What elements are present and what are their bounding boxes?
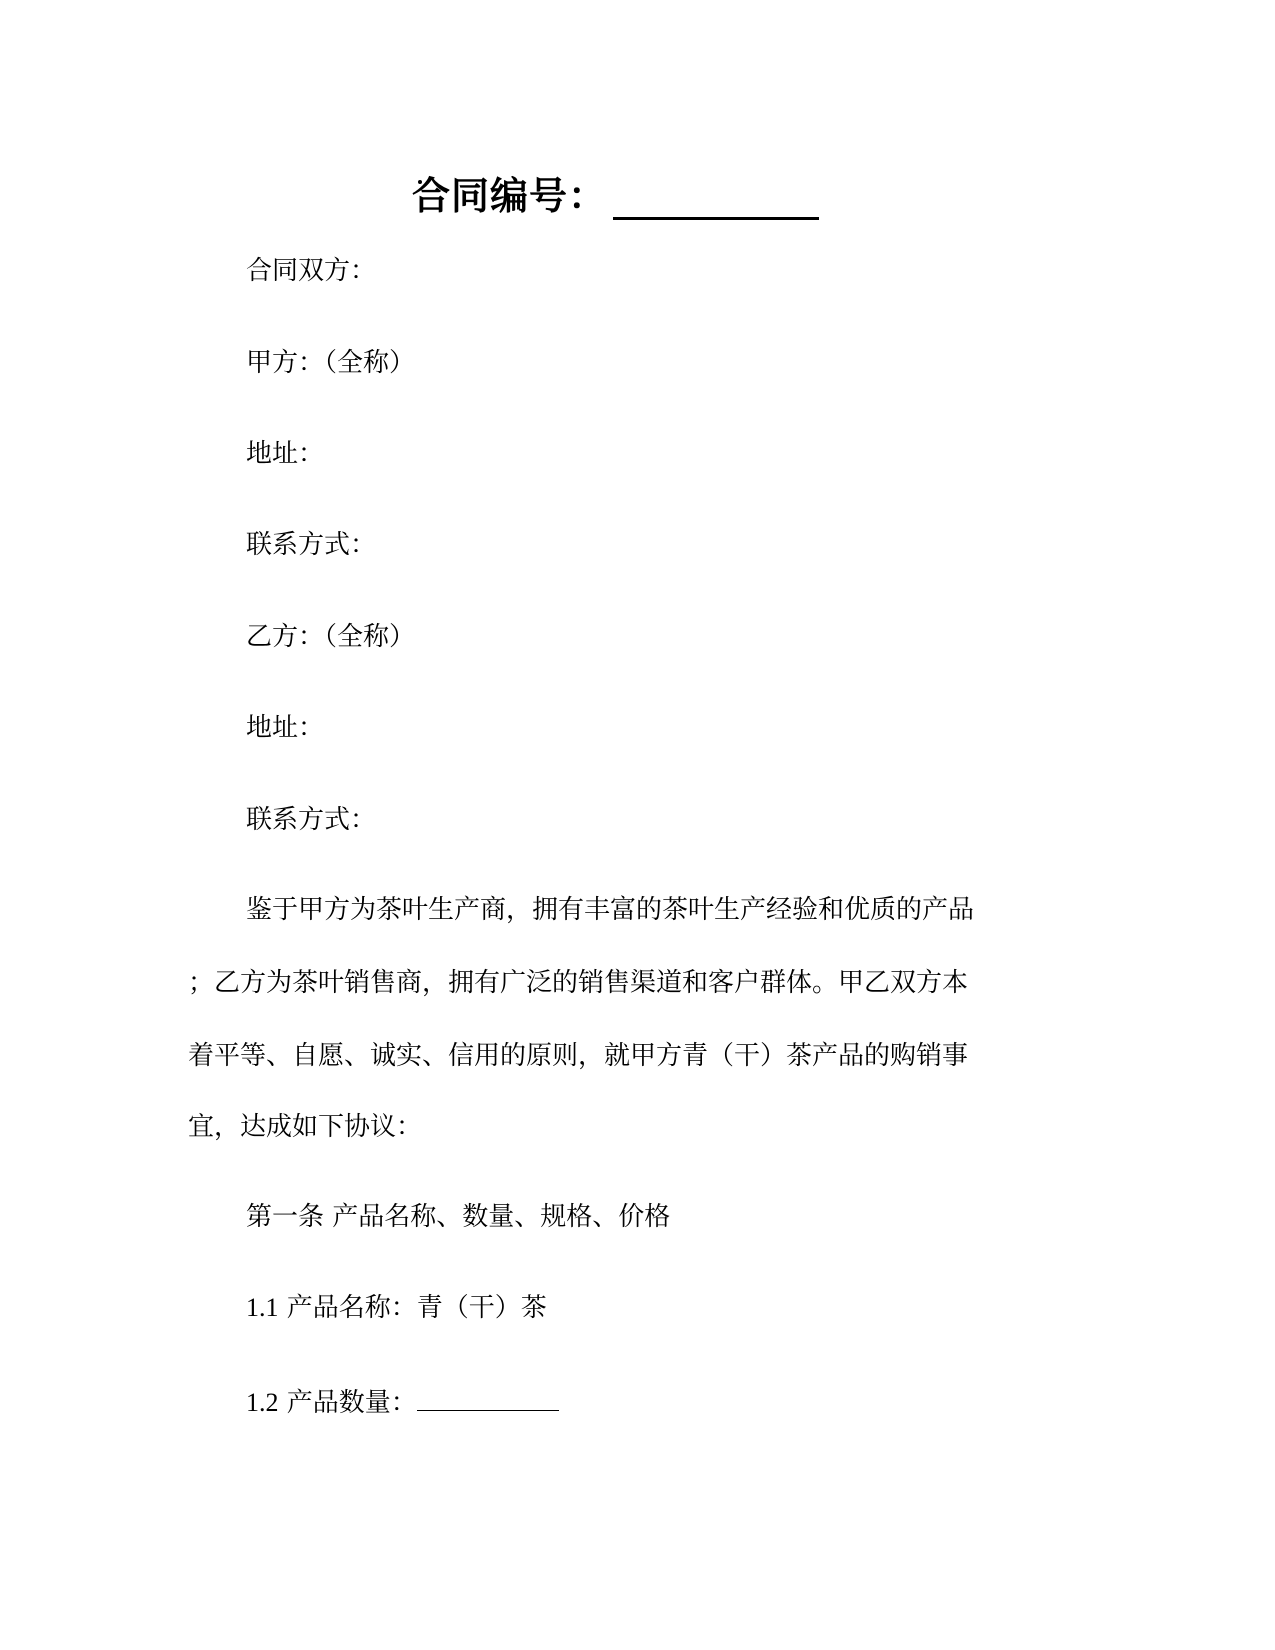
item-1-2 xyxy=(246,1382,559,1420)
party-a-name: 甲方：（全称） xyxy=(246,348,416,378)
contract-number-label: 合同编号： xyxy=(412,174,608,218)
preamble-line-3: 着平等、自愿、诚实、信用的原则，就甲方青（干）茶产品的购销事 xyxy=(188,1041,969,1071)
item-1-1-text: 产品名称：青（干）茶 xyxy=(286,1293,547,1323)
product-quantity-blank xyxy=(417,1382,559,1411)
article-1-heading: 第一条 产品名称、数量、规格、价格 xyxy=(246,1202,671,1232)
preamble-line-1: 鉴于甲方为茶叶生产商，拥有丰富的茶叶生产经验和优质的产品 xyxy=(246,895,975,925)
item-1-1-number: 1.1 xyxy=(246,1293,279,1322)
party-a-contact: 联系方式： xyxy=(246,530,377,560)
party-b-address: 地址： xyxy=(246,713,325,743)
item-1-1 xyxy=(246,1291,547,1325)
party-a-address: 地址： xyxy=(246,439,325,469)
item-1-2-number: 1.2 xyxy=(246,1388,279,1417)
contract-number-blank xyxy=(613,173,819,220)
parties-heading: 合同双方： xyxy=(246,256,377,286)
preamble-line-2: ；乙方为茶叶销售商，拥有广泛的销售渠道和客户群体。甲乙双方本 xyxy=(188,968,969,998)
title-row xyxy=(412,160,819,220)
preamble-line-4: 宜，达成如下协议： xyxy=(188,1112,423,1142)
party-b-contact: 联系方式： xyxy=(246,805,377,835)
party-b-name: 乙方：（全称） xyxy=(246,622,416,652)
item-1-2-text: 产品数量： xyxy=(286,1388,417,1418)
